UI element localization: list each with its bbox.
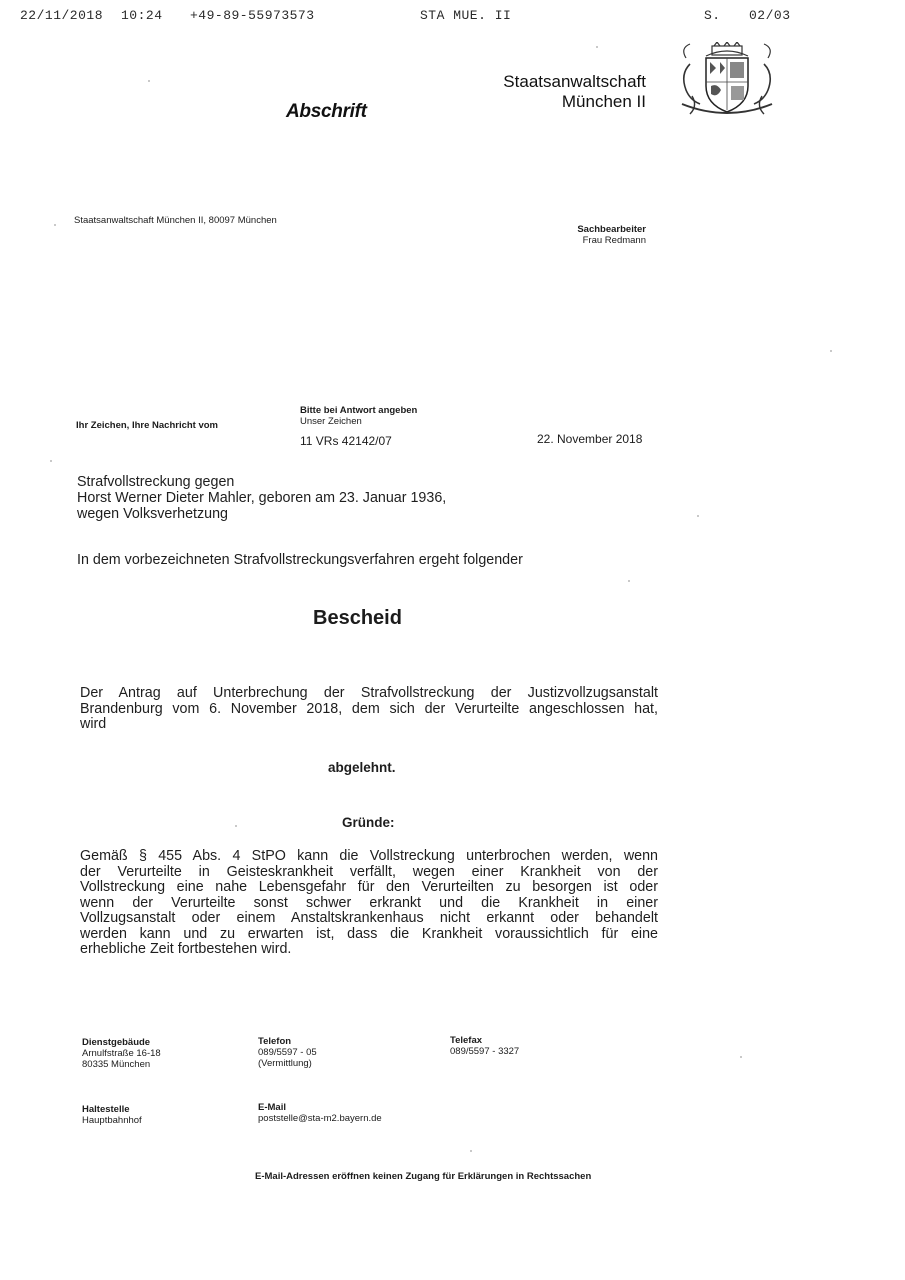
subject-line2: Horst Werner Dieter Mahler, geboren am 23. Januar 1936, [77, 490, 447, 506]
bavaria-coat-of-arms-icon [678, 42, 776, 118]
reasons-line: Gemäß § 455 Abs. 4 StPO kann die Vollstreckung unterbrochen werden, wenn [80, 848, 658, 864]
footer-fax [450, 1035, 519, 1057]
subject-line3: wegen Volksverhetzung [77, 506, 229, 522]
footer-stop [82, 1104, 142, 1126]
scan-speck [628, 580, 630, 582]
handler-label: Sachbearbeiter [577, 224, 646, 235]
footer-email-note: E-Mail-Adressen eröffnen keinen Zugang für Erklärungen in Rechtssachen [255, 1171, 592, 1182]
office-label: Dienstgebäude [82, 1037, 151, 1048]
fax-number: 089/5597 - 3327 [450, 1046, 520, 1057]
document-heading: Bescheid [313, 607, 402, 629]
authority-name [503, 72, 646, 112]
scan-speck [596, 46, 598, 48]
reasons-paragraph [80, 849, 658, 958]
decision-line2: Brandenburg vom 6. November 2018, dem sich der Verurteilte angeschlossen hat, [80, 700, 658, 717]
fax-page-label: S. [704, 8, 721, 23]
decision-paragraph [80, 686, 658, 733]
stop-label: Haltestelle [82, 1104, 130, 1115]
reasons-line: wenn der Verurteilte sonst schwer erkrankt und die Krankheit in einer [80, 894, 658, 911]
phone-number: 089/5597 - 05 [258, 1047, 317, 1058]
fax-label: Telefax [450, 1035, 483, 1046]
return-address: Staatsanwaltschaft München II, 80097 München [74, 215, 277, 226]
email-label: E-Mail [258, 1102, 286, 1113]
reasons-heading: Gründe: [342, 815, 395, 830]
fax-phone: +49-89-55973573 [190, 8, 315, 23]
fax-sender: STA MUE. II [420, 8, 512, 23]
reasons-line: werden kann und zu erwarten ist, dass die Krankheit voraussichtlich für eine [80, 925, 658, 942]
email-address: poststelle@sta-m2.bayern.de [258, 1113, 382, 1124]
verdict: abgelehnt. [328, 760, 396, 775]
your-reference-label: Ihr Zeichen, Ihre Nachricht vom [76, 420, 219, 431]
scan-speck [50, 460, 52, 462]
stop-name: Hauptbahnhof [82, 1115, 142, 1126]
fax-date: 22/11/2018 [20, 8, 104, 23]
handler-name: Frau Redmann [582, 235, 646, 246]
footer-phone [258, 1036, 317, 1069]
decision-line1: Der Antrag auf Unterbrechung der Strafvollstreckung der Justizvollzugsanstalt [80, 685, 658, 701]
reasons-line: Vollstreckung eine nahe Lebensgefahr für den Verurteilten zu besorgen ist oder [80, 879, 658, 895]
scan-speck [148, 80, 150, 82]
our-reference: 11 VRs 42142/07 [300, 434, 392, 448]
subject-block [77, 474, 446, 522]
intro-sentence: In dem vorbezeichneten Strafvollstreckungsverfahren ergeht folgender [77, 552, 523, 568]
authority-line1: Staatsanwaltschaft [503, 72, 646, 91]
subject-line1: Strafvollstreckung gegen [77, 474, 235, 490]
scan-speck [54, 224, 56, 226]
office-street: Arnulfstraße 16-18 [82, 1048, 161, 1059]
footer-office [82, 1037, 161, 1070]
fax-page: 02/03 [749, 8, 791, 23]
scan-speck [470, 1150, 472, 1152]
handler-block [577, 224, 646, 246]
scan-speck [235, 825, 237, 827]
fax-time: 10:24 [121, 8, 163, 23]
phone-note: (Vermittlung) [258, 1058, 312, 1069]
decision-line3: wird [80, 716, 107, 732]
reply-hint: Bitte bei Antwort angeben [300, 405, 418, 416]
office-city: 80335 München [82, 1059, 151, 1070]
phone-label: Telefon [258, 1036, 292, 1047]
our-reference-label: Unser Zeichen [300, 416, 362, 427]
reasons-line: der Verurteilte in Geisteskrankheit verfällt, wegen einer Krankheit von der [80, 863, 658, 880]
scan-speck [740, 1056, 742, 1058]
footer-email [258, 1102, 382, 1124]
scan-speck [697, 515, 699, 517]
reasons-line: erhebliche Zeit fortbestehen wird. [80, 941, 292, 957]
scan-speck [830, 350, 832, 352]
authority-line2: München II [561, 92, 646, 111]
letter-date: 22. November 2018 [537, 432, 643, 446]
abschrift-stamp: Abschrift [286, 101, 367, 122]
reasons-line: Vollzugsanstalt oder einem Anstaltskrankenhaus nicht erkannt oder behandelt [80, 910, 658, 926]
